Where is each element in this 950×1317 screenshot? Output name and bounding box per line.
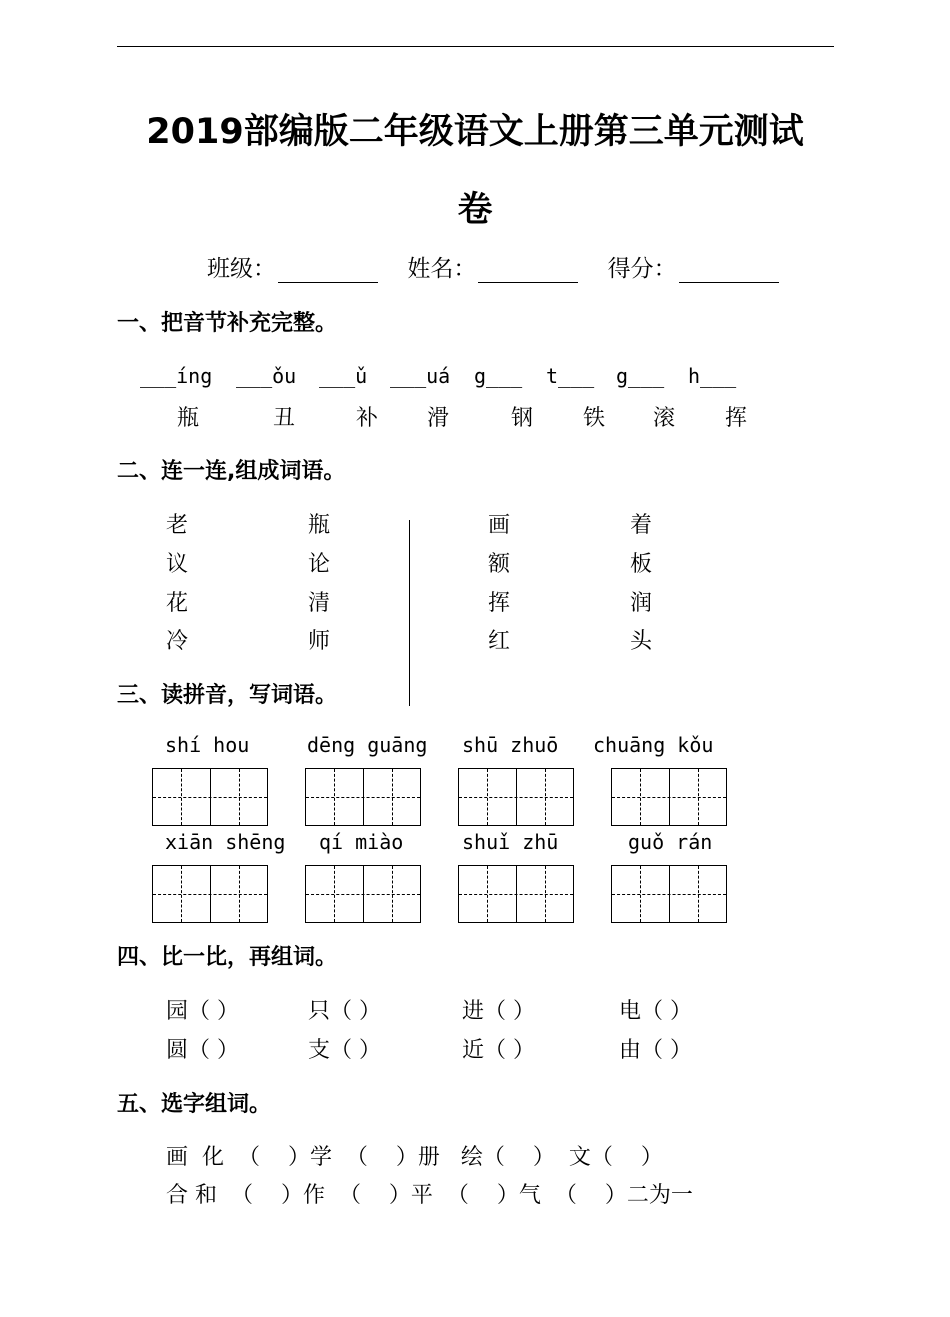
name-blank[interactable] bbox=[478, 260, 578, 283]
syllable-blank[interactable]: g___ bbox=[474, 364, 523, 388]
compare-item[interactable]: 进（ ） bbox=[462, 999, 535, 1024]
pinyin-label: shí hou bbox=[165, 733, 250, 757]
pinyin-label: shuǐ zhū bbox=[462, 830, 559, 854]
compare-item[interactable]: 电（ ） bbox=[619, 999, 692, 1024]
section-2-heading: 二、连一连,组成词语。 bbox=[117, 459, 346, 484]
class-blank[interactable] bbox=[278, 260, 378, 283]
compare-item[interactable]: 圆（ ） bbox=[166, 1038, 239, 1063]
syllable-blank[interactable]: ___ǔ bbox=[319, 364, 368, 388]
compare-item[interactable]: 近（ ） bbox=[462, 1038, 535, 1063]
hanzi: 瓶 bbox=[177, 406, 200, 431]
choice-line-1[interactable]: 画 化 （ ）学 （ ）册 绘（ ） 文（ ） bbox=[166, 1145, 663, 1170]
pinyin-label: shū zhuō bbox=[462, 733, 559, 757]
writing-grid[interactable] bbox=[305, 865, 421, 923]
compare-item[interactable]: 支（ ） bbox=[308, 1038, 381, 1063]
match-char[interactable]: 议 bbox=[166, 552, 189, 577]
syllable-blank[interactable]: g___ bbox=[616, 364, 665, 388]
divider-line bbox=[409, 520, 410, 706]
match-char[interactable]: 润 bbox=[630, 591, 653, 616]
match-char[interactable]: 额 bbox=[488, 552, 511, 577]
choice-line-2[interactable]: 合 和 （ ）作 （ ）平 （ ）气 （ ）二为一 bbox=[166, 1183, 693, 1208]
match-char[interactable]: 清 bbox=[308, 591, 331, 616]
writing-grid[interactable] bbox=[611, 768, 727, 826]
syllable-blank[interactable]: t___ bbox=[546, 364, 595, 388]
match-char[interactable]: 红 bbox=[488, 629, 511, 654]
hanzi: 补 bbox=[356, 406, 379, 431]
page-title: 2019部编版二年级语文上册第三单元测试 bbox=[146, 112, 804, 152]
syllable-blank[interactable]: ___uá bbox=[390, 364, 451, 388]
hanzi: 铁 bbox=[583, 406, 606, 431]
writing-grid[interactable] bbox=[458, 865, 574, 923]
section-3-heading: 三、读拼音，写词语。 bbox=[117, 683, 338, 708]
writing-grid[interactable] bbox=[458, 768, 574, 826]
match-char[interactable]: 挥 bbox=[488, 591, 511, 616]
pinyin-label: xiān shēng bbox=[165, 830, 286, 854]
compare-item[interactable]: 只（ ） bbox=[308, 999, 381, 1024]
hanzi: 滚 bbox=[653, 406, 676, 431]
section-1-heading: 一、把音节补充完整。 bbox=[117, 311, 338, 336]
pinyin-label: chuāng kǒu bbox=[593, 733, 714, 757]
pinyin-label: qí miào bbox=[319, 830, 404, 854]
writing-grid[interactable] bbox=[152, 865, 268, 923]
writing-grid[interactable] bbox=[305, 768, 421, 826]
section-4-heading: 四、比一比，再组词。 bbox=[117, 945, 338, 970]
match-char[interactable]: 板 bbox=[630, 552, 653, 577]
hanzi: 滑 bbox=[427, 406, 450, 431]
match-char[interactable]: 着 bbox=[630, 513, 653, 538]
compare-item[interactable]: 园（ ） bbox=[166, 999, 239, 1024]
pinyin-label: guǒ rán bbox=[628, 830, 713, 854]
syllable-blank[interactable]: ___ǒu bbox=[236, 364, 297, 388]
hanzi: 挥 bbox=[725, 406, 748, 431]
section-5-heading: 五、选字组词。 bbox=[117, 1092, 272, 1117]
syllable-blank[interactable]: ___íng bbox=[140, 364, 213, 388]
class-label: 班级： bbox=[207, 256, 276, 282]
top-rule bbox=[117, 46, 834, 47]
match-char[interactable]: 瓶 bbox=[308, 513, 331, 538]
match-char[interactable]: 头 bbox=[630, 629, 653, 654]
match-char[interactable]: 师 bbox=[308, 629, 331, 654]
info-line bbox=[207, 250, 779, 283]
match-char[interactable]: 论 bbox=[308, 552, 331, 577]
score-blank[interactable] bbox=[679, 260, 779, 283]
syllable-blank[interactable]: h___ bbox=[688, 364, 737, 388]
writing-grid[interactable] bbox=[611, 865, 727, 923]
hanzi: 钢 bbox=[511, 406, 534, 431]
score-label: 得分： bbox=[607, 256, 677, 282]
match-char[interactable]: 画 bbox=[488, 513, 511, 538]
compare-item[interactable]: 由（ ） bbox=[619, 1038, 692, 1063]
match-char[interactable]: 老 bbox=[166, 513, 189, 538]
match-char[interactable]: 花 bbox=[166, 591, 189, 616]
match-char[interactable]: 冷 bbox=[166, 629, 189, 654]
page-title-continued: 卷 bbox=[457, 190, 493, 230]
name-label: 姓名： bbox=[407, 256, 477, 282]
pinyin-label: dēng guāng bbox=[307, 733, 428, 757]
hanzi: 丑 bbox=[273, 406, 296, 431]
writing-grid[interactable] bbox=[152, 768, 268, 826]
